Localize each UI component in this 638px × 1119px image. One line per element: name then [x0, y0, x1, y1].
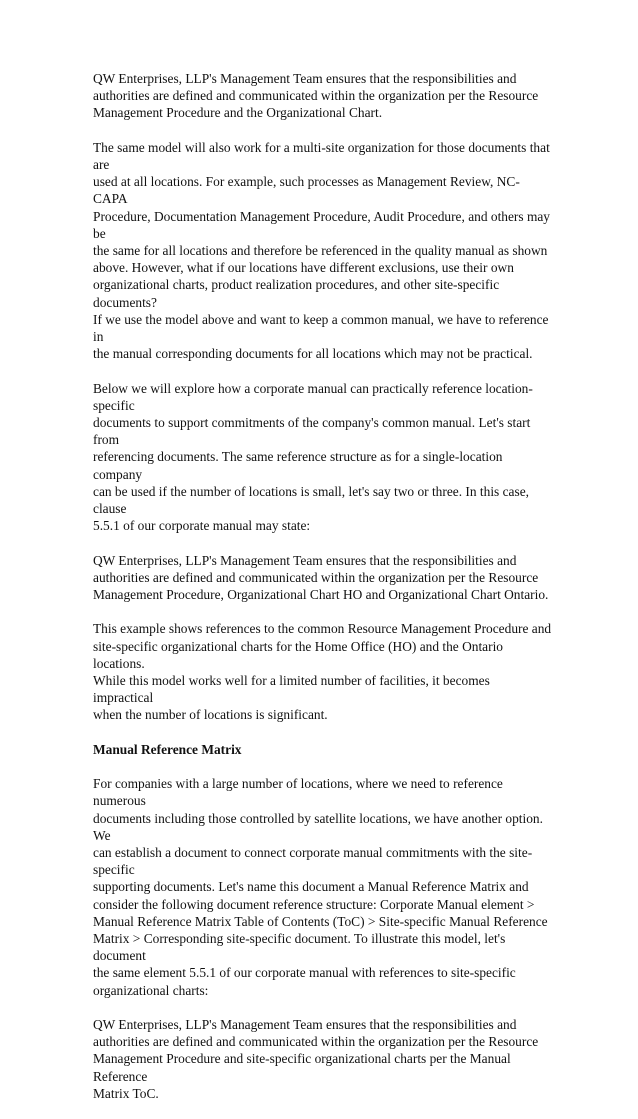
- paragraph-responsibilities-2: QW Enterprises, LLP's Management Team ensures that the responsibilities and authorities are defined and communicated within the organization per the Resource Management Procedure, Organizational Chart HO and Organizational Chart Ontario.: [93, 552, 549, 603]
- paragraph-location-specific: Below we will explore how a corporate manual can practically reference location-specific documents to support commitments of the company's common manual. Let's start from referencing documents. The same reference structure as for a single-location company can be used if the number of locations is small, let's say two or three. In this case, clause 5.5.1 of our corporate manual may state:: [93, 380, 533, 534]
- paragraph-example-references: This example shows references to the common Resource Management Procedure and site-specific organizational charts for the Home Office (HO) and the Ontario locations. While this model works well for a limited number of facilities, it becomes impractical when the number of locations is significant.: [93, 621, 552, 723]
- paragraph-multi-site-model: The same model will also work for a multi-site organization for those documents that are used at all locations. For example, such processes as Management Review, NC-CAPA Procedure, Documentation Management Procedure, Audit Procedure, and others may be the same for all locations and therefore be referenced in the quality manual as shown above. However, what if our locations have different exclusions, use their own organizational charts, product realization procedures, and other site-specific documents? If we use the model above and want to keep a common manual, we have to reference in the manual corresponding documents for all locations which may not be practical.: [93, 139, 551, 362]
- paragraph-responsibilities-1: QW Enterprises, LLP's Management Team ensures that the responsibilities and authorities are defined and communicated within the organization per the Resource Management Procedure and the Organizational Chart.: [93, 71, 539, 121]
- paragraph-responsibilities-3: QW Enterprises, LLP's Management Team ensures that the responsibilities and authorities are defined and communicated within the organization per the Resource Management Procedure and site-specific organizational charts per the Manual Reference Matrix ToC.: [93, 1017, 539, 1101]
- paragraph-matrix-description: For companies with a large number of locations, where we need to reference numerous documents including those controlled by satellite locations, we have another option. We can establish a document to connect corporate manual commitments with the site-specific supporting documents. Let's name this document a Manual Reference Matrix and consider the following document reference structure: Corporate Manual element > Manual Reference Matrix Table of Contents (ToC) > Site-specific Manual Reference Matrix > Corresponding site-specific document. To illustrate this model, let's document the same element 5.5.1 of our corporate manual with references to site-specific organizational charts:: [93, 776, 548, 998]
- document-page: [93, 70, 553, 1119]
- section-heading: Manual Reference Matrix: [93, 741, 242, 757]
